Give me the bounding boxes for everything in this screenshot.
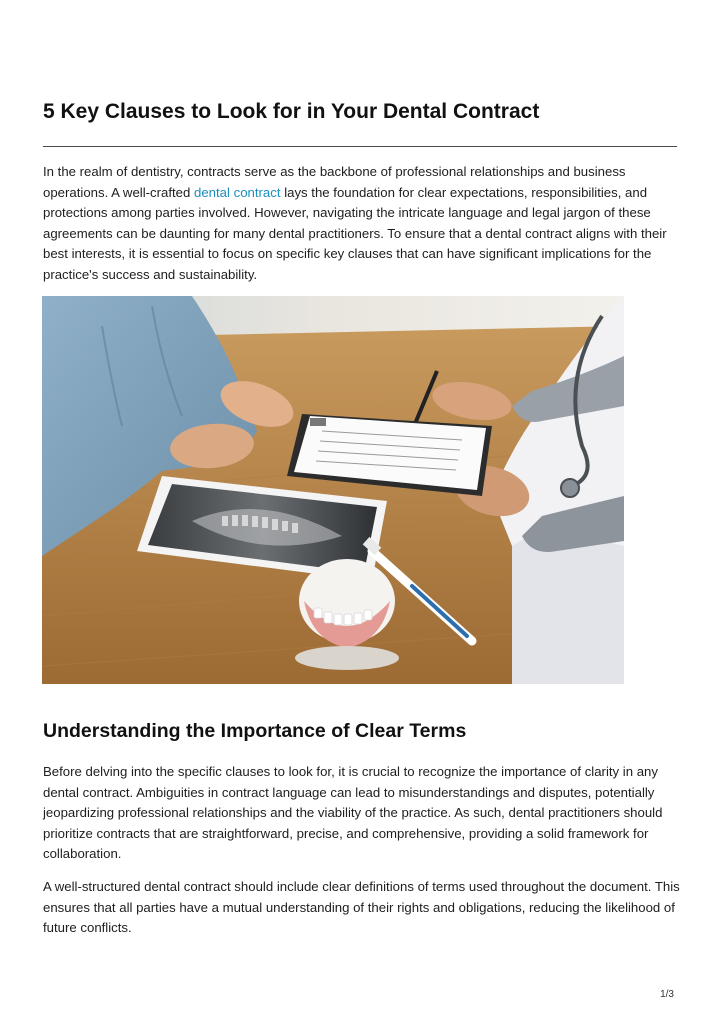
section-paragraph-1: Before delving into the specific clauses to look for, it is crucial to recognize the importance of clarity in any dental contract. Ambiguities in contract language can lead to misunderstandings and disputes, potentially jeopardizing professional relationships and the viability of the practice. As such, dental practitioners should prioritize contracts that are straightforward, precise, and comprehensive, providing a solid framework for collaboration. — [43, 764, 663, 862]
title-divider — [43, 146, 677, 147]
intro-text-after-link: lays the foundation for clear expectations, responsibilities, and protections among parties involved. However, navigating the intricate language and legal jargon of these agreements can be daunting for many dental practitioners. To ensure that a dental contract aligns with their best interests, it is essential to focus on specific key clauses that can have significant implications for the practice's success and sustainability. — [43, 184, 667, 282]
dental-contract-link[interactable]: dental contract — [194, 184, 281, 200]
page-number: 1/3 — [660, 989, 674, 1000]
dental-consultation-photo — [42, 296, 624, 684]
section-paragraph-2: A well-structured dental contract should include clear definitions of terms used throughout the document. This ensures that all parties have a mutual understanding of their rights and obligations, reducing the likelihood of future conflicts. — [43, 879, 680, 936]
intro-text-before-link: In the realm of dentistry, contracts serve as the backbone of professional relationships and business operations. A well-crafted — [43, 164, 626, 200]
section-heading: Understanding the Importance of Clear Terms — [43, 720, 467, 742]
page-title: 5 Key Clauses to Look for in Your Dental Contract — [43, 100, 540, 123]
intro-paragraph — [43, 162, 683, 286]
